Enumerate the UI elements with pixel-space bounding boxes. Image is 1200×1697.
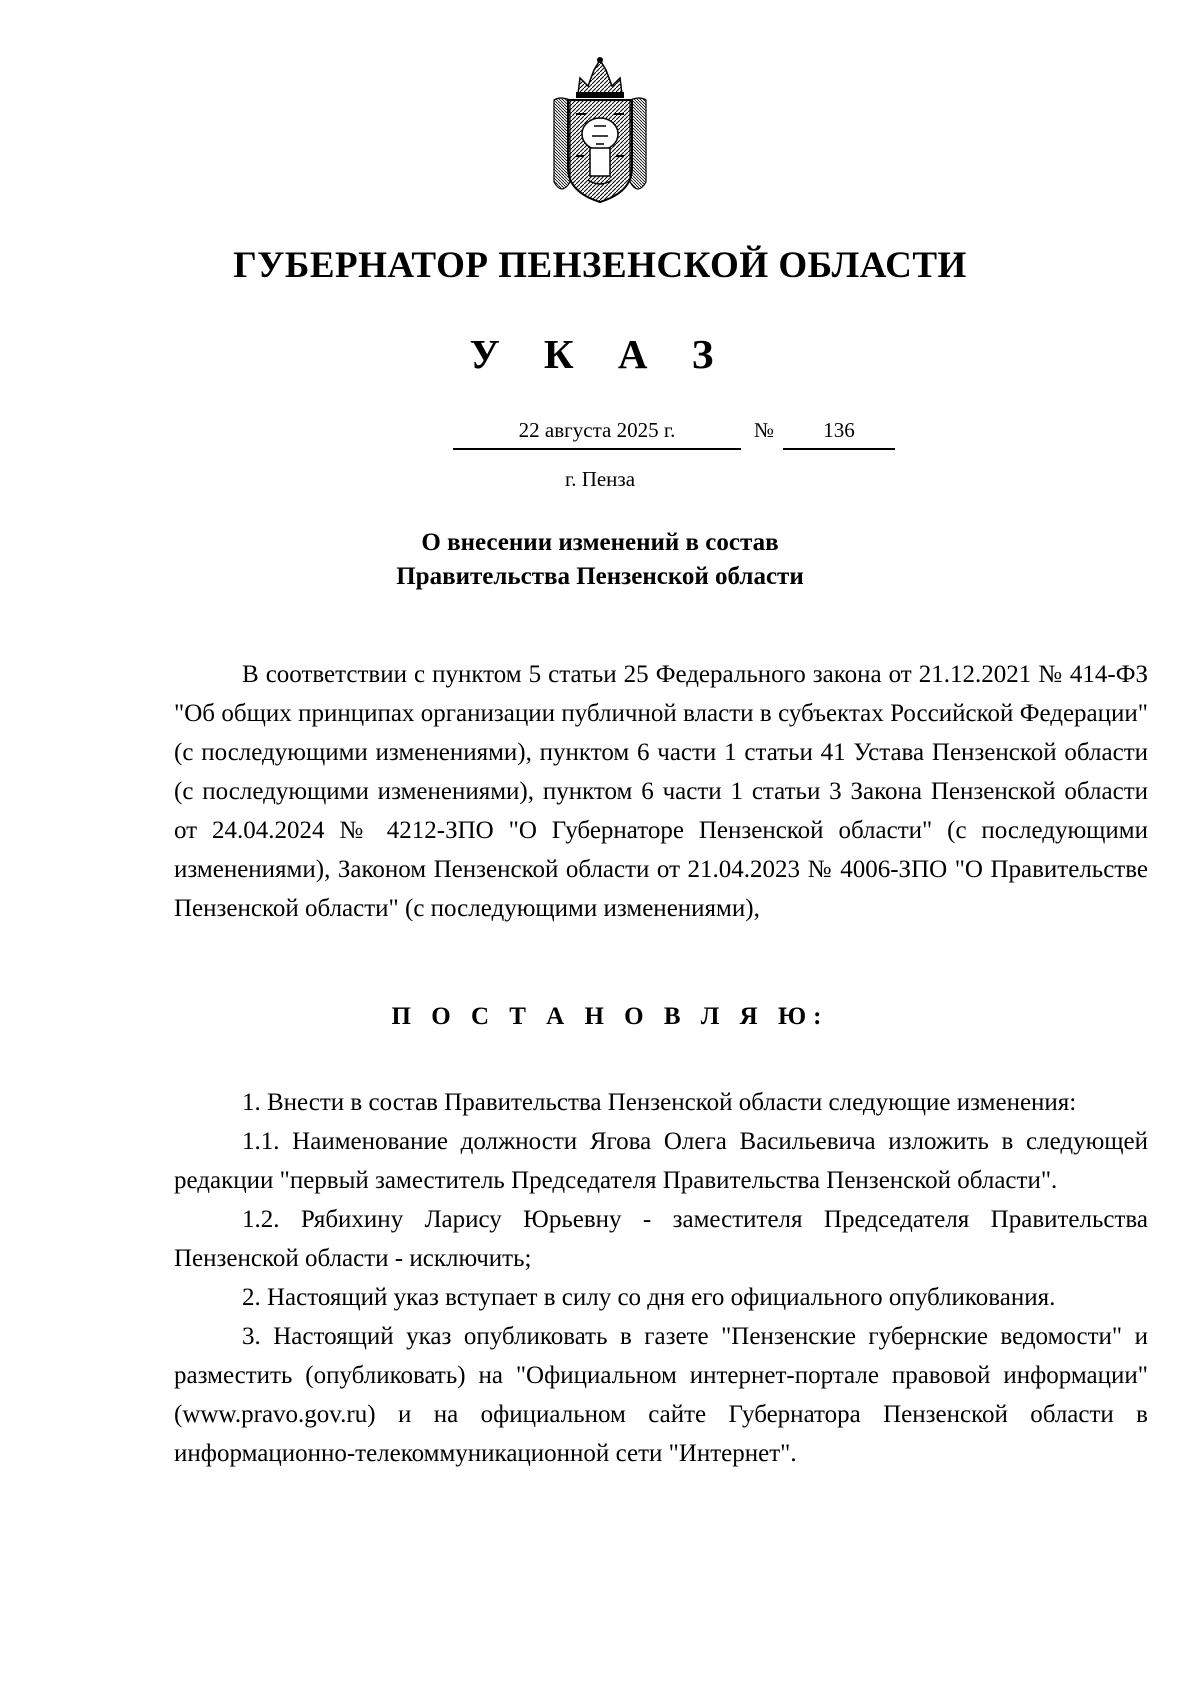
number-underline bbox=[783, 448, 895, 450]
decree-item: 1.2. Рябихину Ларису Юрьевну - заместителя Председателя Правительства Пензенской области - исключить; bbox=[174, 1206, 1148, 1272]
decree-item: 2. Настоящий указ вступает в силу со дня его официального опубликования. bbox=[242, 1284, 1056, 1311]
preamble-paragraph: В соответствии с пунктом 5 статьи 25 Федерального закона от 21.12.2021 № 414-ФЗ "Об общих принципах организации публичной власти в субъектах Российской Федерации" (с последующими изменениями), пунктом 6 части 1 статьи 41 Устава Пензенской области (с последующими изменениями), пунктом 6 части 1 статьи 3 Закона Пензенской области от 24.04.2024 № 4212-ЗПО "О Губернаторе Пензенской области" (с последующими изменениями), Законом Пензенской области от 21.04.2023 № 4006-ЗПО "О Правительстве Пензенской области" (с последующими изменениями), bbox=[174, 661, 1148, 922]
resolve-heading: П О С Т А Н О В Л Я Ю: bbox=[391, 1003, 829, 1030]
document-number: 136 bbox=[823, 418, 855, 442]
date-number-line bbox=[0, 418, 1200, 452]
decree-items bbox=[174, 1083, 1148, 1473]
issue-city: г. Пенза bbox=[564, 467, 636, 491]
decree-item: 1. Внести в состав Правительства Пензенской области следующие изменения: bbox=[242, 1089, 1077, 1116]
number-sign: № bbox=[753, 418, 775, 442]
title-line: О внесении изменений в состав bbox=[421, 529, 779, 556]
issuing-authority: ГУБЕРНАТОР ПЕНЗЕНСКОЙ ОБЛАСТИ bbox=[233, 245, 967, 286]
preamble bbox=[174, 655, 1148, 928]
document-date: 22 августа 2025 г. bbox=[518, 418, 676, 442]
decree-item: 1.1. Наименование должности Ягова Олега Васильевича изложить в следующей редакции "первый заместитель Председателя Правительства Пензенской области". bbox=[174, 1128, 1148, 1194]
document-type: У К А З bbox=[469, 331, 731, 377]
date-underline bbox=[453, 448, 741, 450]
document-title bbox=[0, 526, 1200, 594]
coat-of-arms-icon bbox=[540, 56, 660, 206]
title-line: Правительства Пензенской области bbox=[396, 563, 804, 590]
decree-item: 3. Настоящий указ опубликовать в газете "Пензенские губернские ведомости" и разместить (опубликовать) на "Официальном интернет-портале правовой информации" (www.pravo.gov.ru) и на официальном сайте Губернатора Пензенской области в информационно-телекоммуникационной сети "Интернет". bbox=[174, 1323, 1148, 1467]
